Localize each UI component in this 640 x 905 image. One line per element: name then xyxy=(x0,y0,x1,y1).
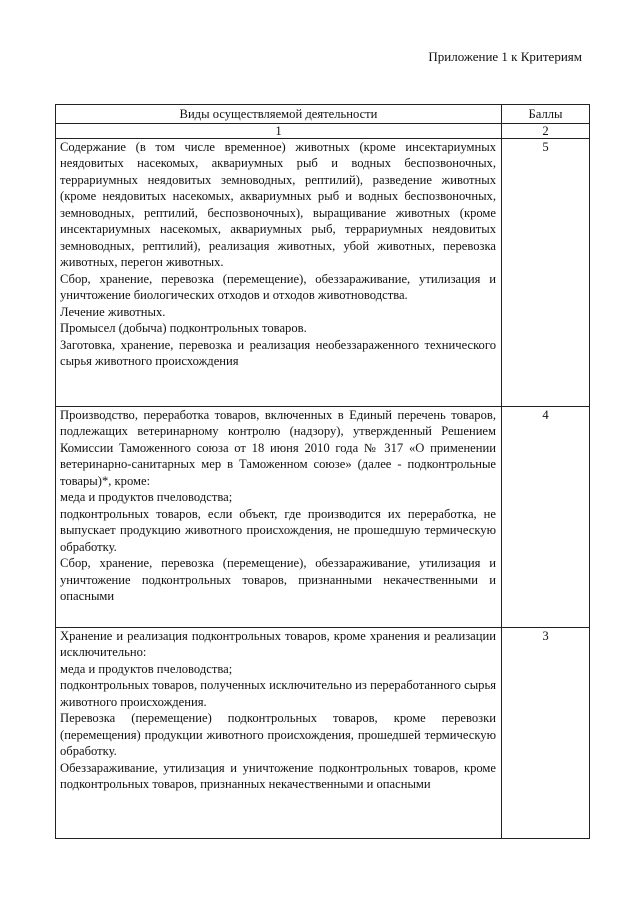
column-header-score: Баллы xyxy=(502,105,590,124)
activity-paragraph: Перевозка (перемещение) подконтрольных товаров, кроме перевозки (перемещения) продукции животного происхождения, прошедшей термическую обработку. xyxy=(60,711,496,758)
table-row xyxy=(56,627,590,838)
activity-paragraph: Хранение и реализация подконтрольных товаров, кроме хранения и реализации исключительно: xyxy=(60,628,496,659)
table-row xyxy=(56,406,590,627)
activity-cell xyxy=(56,406,502,627)
activity-paragraph: подконтрольных товаров, полученных исключительно из переработанного сырья животного происхождения. xyxy=(60,678,496,709)
activity-paragraph: Сбор, хранение, перевозка (перемещение), обеззараживание, утилизация и уничтожение подконтрольных товаров, признанными некачественными и опасными xyxy=(60,556,496,603)
criteria-table xyxy=(55,104,590,839)
table-header-row xyxy=(56,105,590,124)
activity-paragraph: меда и продуктов пчеловодства; xyxy=(60,661,233,676)
activity-paragraph: Сбор, хранение, перевозка (перемещение), обеззараживание, утилизация и уничтожение биологических отходов и отходов животноводства. xyxy=(60,271,496,302)
score-cell: 3 xyxy=(502,627,590,838)
column-header-activity: Виды осуществляемой деятельности xyxy=(56,105,502,124)
activity-paragraph: Лечение животных. xyxy=(60,304,166,319)
activity-paragraph: Содержание (в том числе временное) животных (кроме инсектариумных неядовитых насекомых, аквариумных рыб и водных беспозвоночных, террариумных неядовитых земноводных, рептилий), разведение животных (кроме неядовитых насекомых, аквариумных рыб и водных беспозвоночных, земноводных, рептилий, беспозвоночных), выращивание животных (кроме инсектариумных насекомых, аквариумных рыб, террариумных неядовитых земноводных, рептилий), реализация животных, убой животных, перевозка животных, перегон животных. xyxy=(60,139,496,269)
column-number-row xyxy=(56,123,590,138)
score-cell: 5 xyxy=(502,138,590,406)
activity-paragraph: Заготовка, хранение, перевозка и реализация необеззараженного технического сырья животного происхождения xyxy=(60,337,496,368)
activity-paragraph: Производство, переработка товаров, включенных в Единый перечень товаров, подлежащих ветеринарному контролю (надзору), утвержденный Решением Комиссии Таможенного союза от 18 июня 2010 года № 317 «О применении ветеринарно-санитарных мер в Таможенном союзе» (далее - подконтрольные товары)*, кроме: xyxy=(60,407,496,488)
column-number-score: 2 xyxy=(502,123,590,138)
table-row xyxy=(56,138,590,406)
activity-paragraph: меда и продуктов пчеловодства; xyxy=(60,490,233,504)
activity-cell xyxy=(56,138,502,406)
activity-paragraph: Промысел (добыча) подконтрольных товаров. xyxy=(60,321,307,335)
appendix-label: Приложение 1 к Критериям xyxy=(428,49,582,64)
activity-cell xyxy=(56,627,502,838)
activity-paragraph: подконтрольных товаров, если объект, где производится их переработка, не выпускает продукцию животного происхождения, не прошедшую термическую обработку. xyxy=(60,506,496,554)
column-number-activity: 1 xyxy=(56,123,502,138)
activity-paragraph: Обеззараживание, утилизация и уничтожение подконтрольных товаров, кроме подконтрольных товаров, признанных некачественными и опасными xyxy=(60,760,496,791)
score-cell: 4 xyxy=(502,406,590,627)
